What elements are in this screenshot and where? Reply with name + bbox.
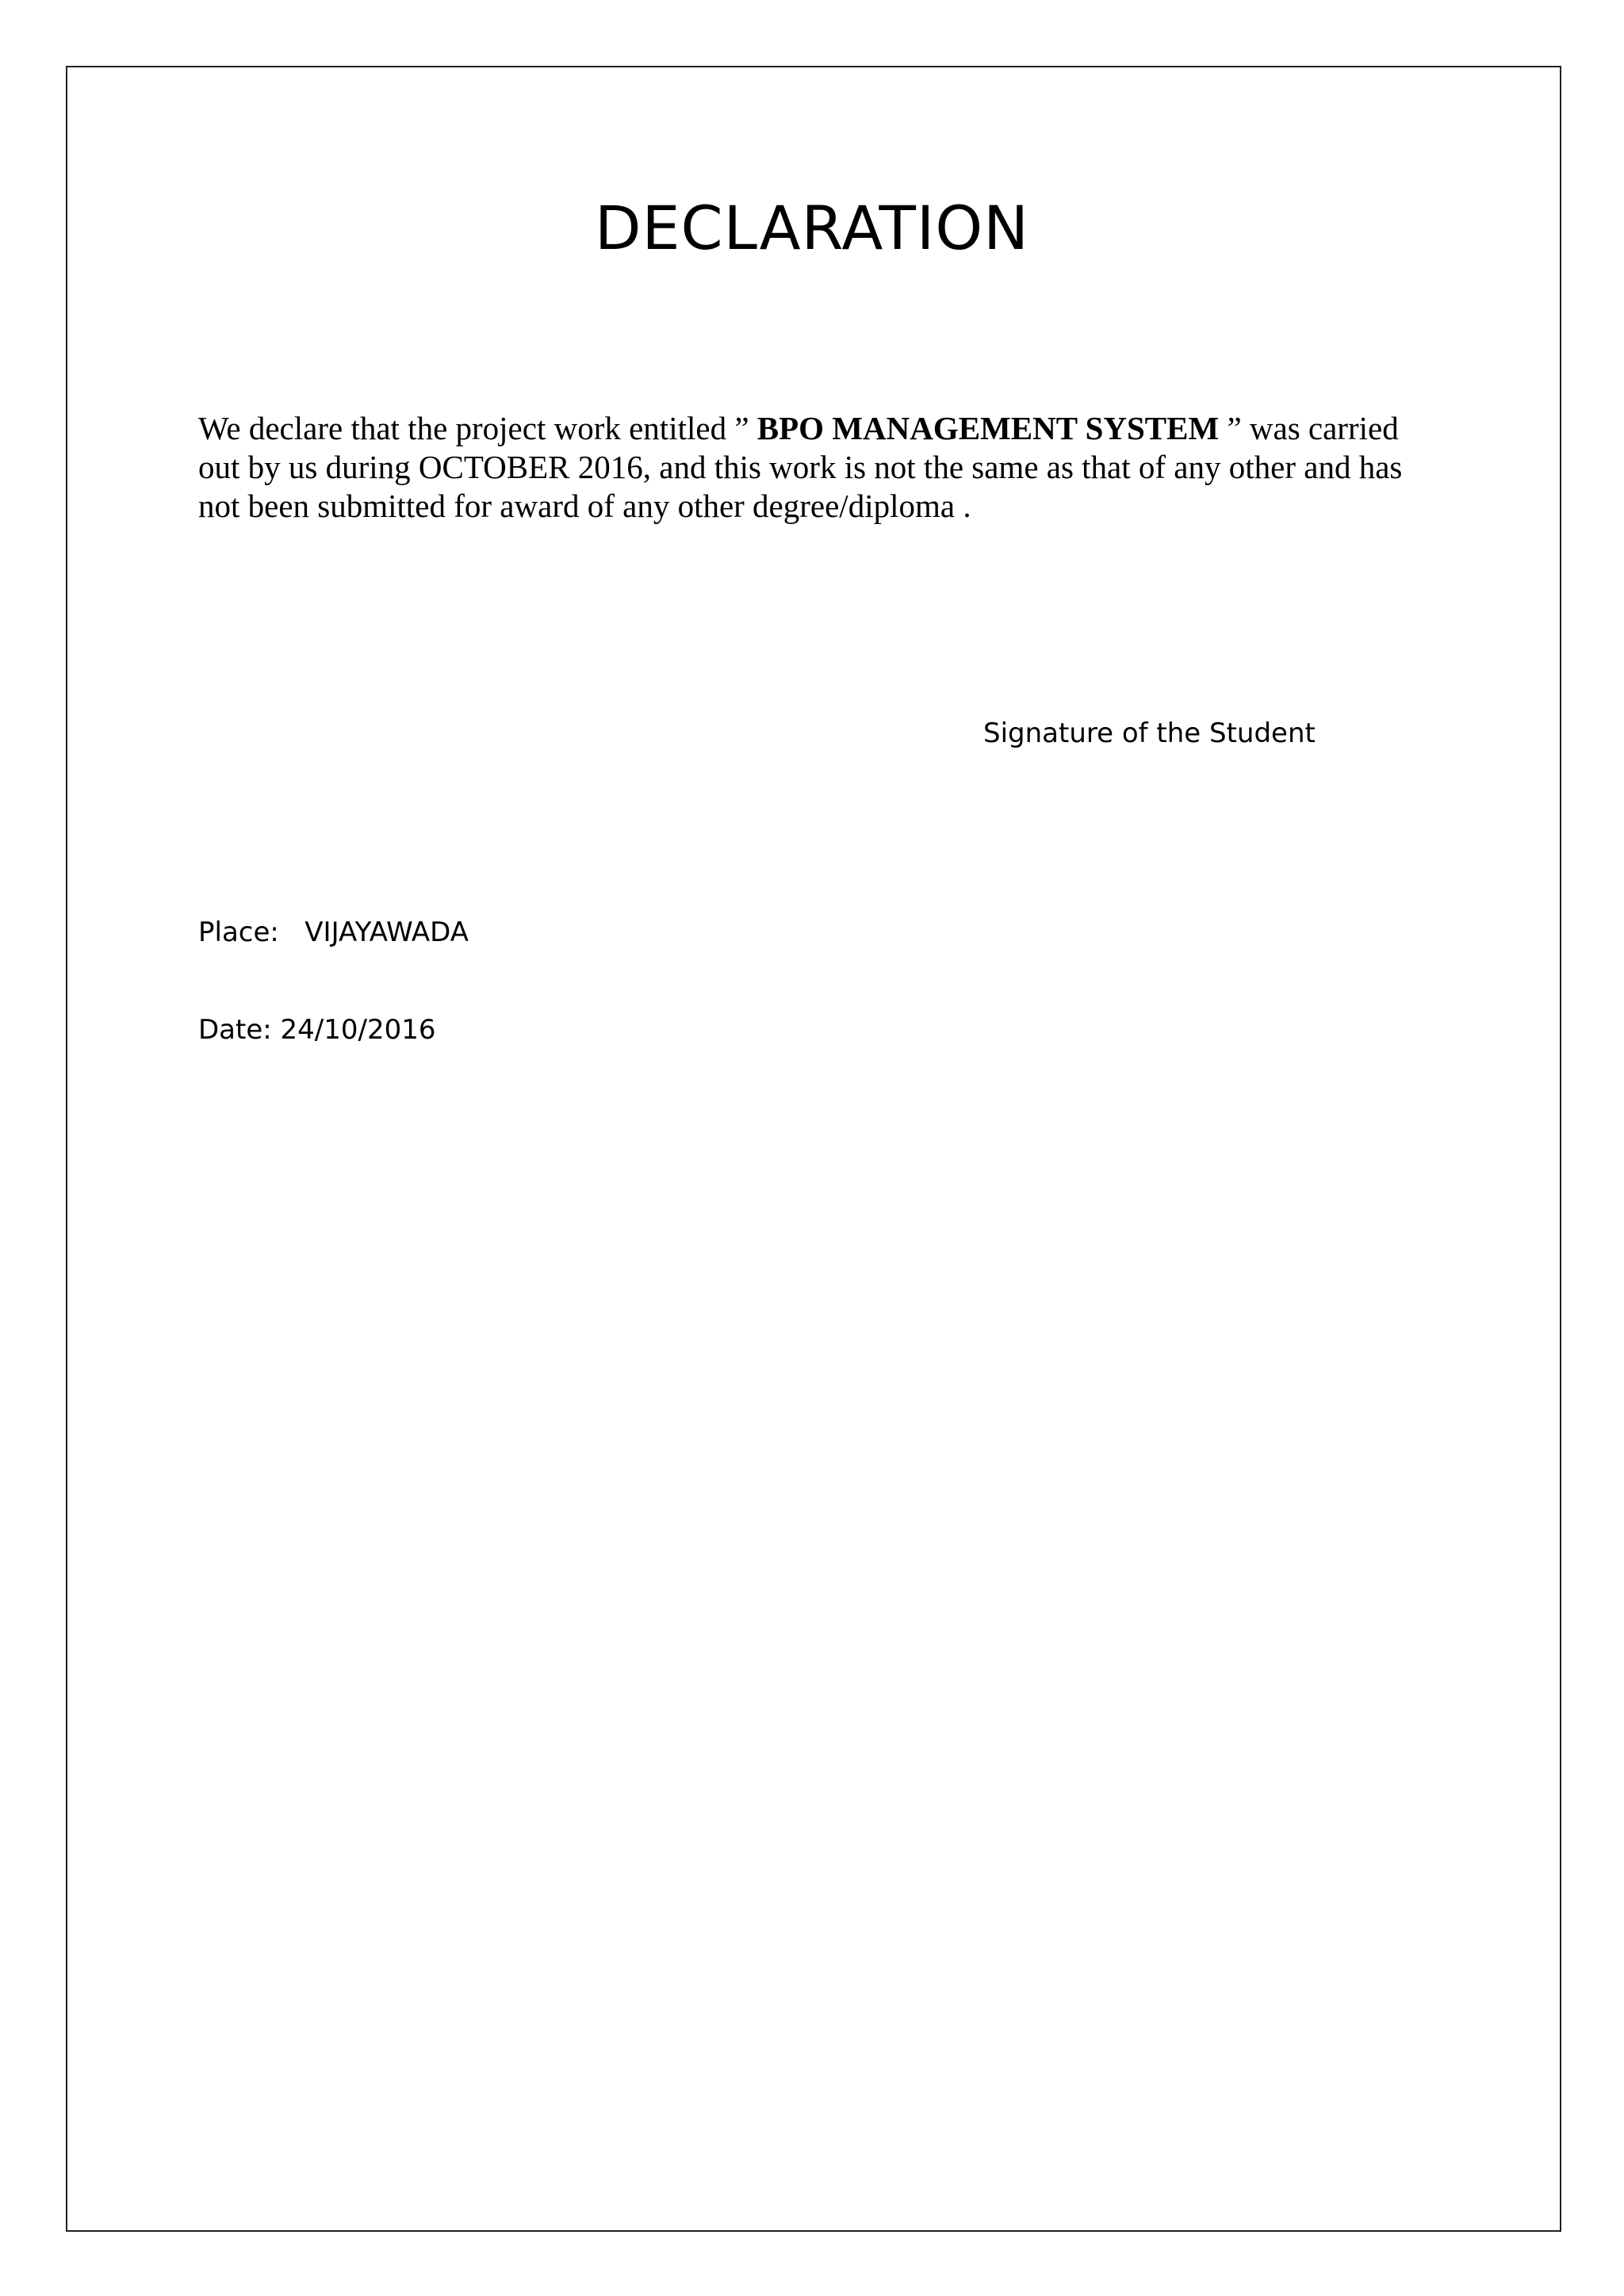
date-label: Date: [198, 1014, 272, 1046]
declaration-line-1-prefix: We declare that the project work entitled ” [198, 410, 757, 446]
place-value: VIJAYAWADA [304, 916, 469, 948]
declaration-line-3: not been submitted for award of any other degree/diploma . [198, 488, 971, 524]
signature-label: Signature of the Student [983, 718, 1316, 749]
date-row [198, 1014, 436, 1046]
date-value: 24/10/2016 [280, 1014, 436, 1046]
page-border [66, 66, 1561, 2232]
declaration-line-2: out by us during OCTOBER 2016, and this work is not the same as that of any other and has [198, 449, 1403, 485]
declaration-line-1-suffix: ” was carried [1219, 410, 1399, 446]
place-label: Place: [198, 916, 279, 948]
project-name: BPO MANAGEMENT SYSTEM [756, 410, 1220, 446]
declaration-line-1 [198, 409, 1435, 448]
declaration-paragraph [198, 409, 1435, 526]
page-title: DECLARATION [594, 193, 1029, 263]
place-row [198, 916, 469, 948]
